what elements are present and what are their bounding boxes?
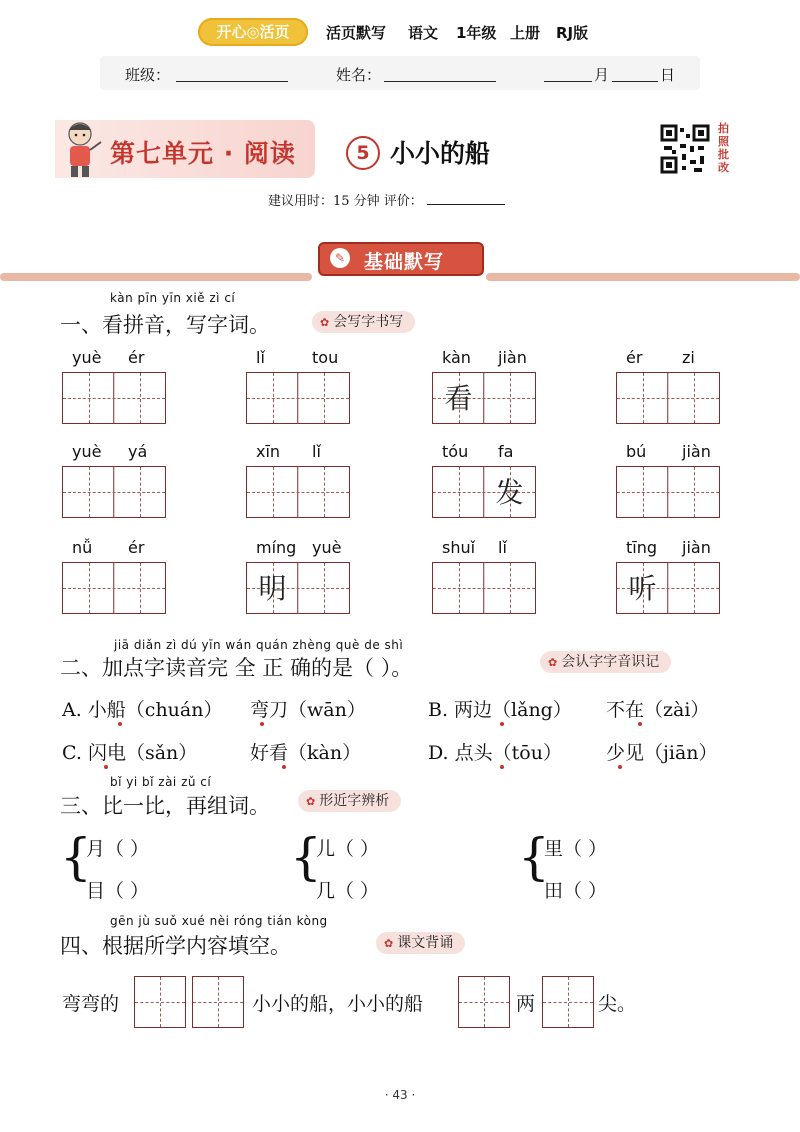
q1-title: 一、看拼音，写字词。 [60, 313, 270, 337]
writing-grid[interactable] [616, 562, 720, 614]
hint-character [298, 563, 349, 613]
writing-grid[interactable] [62, 372, 166, 424]
day-field[interactable] [612, 81, 658, 82]
word-pinyin: tóu [442, 442, 469, 461]
section-title: 基础默写 [364, 251, 445, 273]
option-c-extra: 好看（kàn） [250, 742, 362, 764]
hint-character [63, 563, 114, 613]
brand-logo: 开心◎活页 [198, 18, 308, 46]
name-field[interactable] [384, 81, 496, 82]
emphasis-dot [282, 765, 286, 769]
hint-character [617, 373, 668, 423]
word-pinyin: kàn [442, 348, 471, 367]
section-divider-right [486, 273, 800, 281]
brace-icon: { [290, 828, 322, 886]
class-label: 班级： [125, 66, 171, 84]
fill-box[interactable] [192, 976, 244, 1028]
hint-character [298, 373, 349, 423]
student-info-bar [100, 56, 700, 90]
brace-icon: { [518, 828, 550, 886]
month-label: 月 [594, 66, 610, 84]
word-pinyin: tīng [626, 538, 658, 557]
word-pinyin: lǐ [498, 538, 507, 557]
mascot-icon [60, 118, 104, 180]
compare-item[interactable]: 几（ ） [316, 880, 380, 902]
hint-character [668, 373, 719, 423]
emphasis-dot [500, 722, 504, 726]
word-pinyin: bú [626, 442, 647, 461]
option-d-extra: 少见（jiān） [606, 742, 718, 764]
volume-label: 上册 [510, 24, 541, 42]
fill-box[interactable] [134, 976, 186, 1028]
q3-tag: ✿ 形近字辨析 [298, 790, 401, 812]
word-pinyin: xīn [256, 442, 281, 461]
q4-tag: ✿ 课文背诵 [376, 932, 465, 954]
compare-item[interactable]: 里（ ） [544, 838, 608, 860]
hint-character [617, 467, 668, 517]
q3-title: 三、比一比，再组词。 [60, 794, 270, 818]
hint-character [63, 373, 114, 423]
word-pinyin: jiàn [498, 348, 527, 367]
word-pinyin: yuè [72, 348, 102, 367]
q2-tag: ✿ 会认字字音识记 [540, 651, 671, 673]
fill-text: 尖。 [598, 993, 637, 1015]
emphasis-dot [104, 765, 108, 769]
writing-grid[interactable] [432, 562, 536, 614]
photo-grading-note: 拍照批改 [718, 122, 729, 174]
q2-pinyin: jiā diǎn zì dú yīn wán quán zhèng què de shì [114, 638, 404, 652]
word-pinyin: lǐ [256, 348, 265, 367]
word-pinyin: ér [128, 538, 145, 557]
word-pinyin: fa [498, 442, 514, 461]
q3-pinyin: bǐ yi bǐ zài zǔ cí [110, 775, 212, 789]
q4-title: 四、根据所学内容填空。 [60, 934, 291, 958]
word-pinyin: yá [128, 442, 148, 461]
hint-character: 明 [258, 572, 287, 605]
emphasis-dot [500, 765, 504, 769]
edition-label: RJ版 [556, 24, 589, 42]
hint-character [298, 467, 349, 517]
hint-character [247, 373, 298, 423]
hint-character [433, 563, 484, 613]
fill-text: 小小的船，小小的船 [252, 993, 424, 1015]
fill-text: 两 [516, 993, 536, 1015]
compare-item[interactable]: 儿（ ） [316, 838, 380, 860]
hint-character [63, 467, 114, 517]
name-label: 姓名： [336, 66, 382, 84]
compare-item[interactable]: 目（ ） [86, 880, 150, 902]
hint-character [668, 467, 719, 517]
hint-character [114, 373, 165, 423]
emphasis-dot [618, 765, 622, 769]
writing-grid[interactable] [62, 562, 166, 614]
hint-character: 看 [444, 382, 473, 415]
q1-pinyin: kàn pīn yīn xiě zì cí [110, 291, 236, 305]
hint-character [247, 467, 298, 517]
page-number: · 43 · [384, 1088, 416, 1102]
hint-character: 听 [628, 572, 657, 605]
option-a[interactable]: A. 小船（chuán） [62, 699, 223, 721]
writing-grid[interactable] [616, 372, 720, 424]
month-field[interactable] [544, 81, 592, 82]
lesson-title: 小小的船 [390, 139, 491, 168]
compare-item[interactable]: 月（ ） [86, 838, 150, 860]
hint-character [433, 467, 484, 517]
compare-item[interactable]: 田（ ） [544, 880, 608, 902]
emphasis-dot [638, 722, 642, 726]
pencil-icon: ✎ [330, 248, 350, 268]
subject-label: 语文 [408, 24, 439, 42]
hint-character [114, 467, 165, 517]
option-a-extra: 弯刀（wān） [250, 699, 366, 721]
emphasis-dot [260, 722, 264, 726]
writing-grid[interactable] [246, 372, 350, 424]
fill-text: 弯弯的 [62, 993, 120, 1015]
option-b-extra: 不在（zài） [606, 699, 710, 721]
option-c[interactable]: C. 闪电（sǎn） [62, 742, 198, 764]
writing-grid[interactable] [246, 562, 350, 614]
hint-character [484, 563, 535, 613]
word-pinyin: yuè [72, 442, 102, 461]
q2-title: 二、加点字读音完 全 正 确的是（ ）。 [60, 656, 413, 680]
hint-character [114, 563, 165, 613]
brace-icon: { [60, 828, 92, 886]
word-pinyin: lǐ [312, 442, 321, 461]
section-divider-left [0, 273, 312, 281]
word-pinyin: nǚ [72, 538, 93, 557]
lesson-number: 5 [346, 136, 380, 170]
word-pinyin: jiàn [682, 442, 711, 461]
word-pinyin: míng [256, 538, 297, 557]
word-pinyin: shuǐ [442, 538, 476, 557]
word-pinyin: zi [682, 348, 695, 367]
hint-character: 发 [495, 476, 524, 509]
fill-box[interactable] [458, 976, 510, 1028]
word-pinyin: jiàn [682, 538, 711, 557]
writing-grid[interactable] [616, 466, 720, 518]
series-label: 活页默写 [326, 24, 387, 42]
class-field[interactable] [176, 81, 288, 82]
word-pinyin: tou [312, 348, 339, 367]
q4-pinyin: gēn jù suǒ xué nèi róng tián kòng [110, 914, 328, 928]
grade-label: 1年级 [456, 24, 497, 42]
option-b[interactable]: B. 两边（lǎng） [428, 699, 572, 721]
writing-grid[interactable] [432, 372, 536, 424]
word-pinyin: ér [626, 348, 643, 367]
hint-character [668, 563, 719, 613]
hint-character [484, 373, 535, 423]
option-d[interactable]: D. 点头（tōu） [428, 742, 562, 764]
suggested-time: 建议用时：15 分钟 评价： [268, 190, 505, 209]
section-badge [318, 242, 484, 276]
q1-tag: ✿ 会写字书写 [312, 311, 415, 333]
unit-title: 第七单元 · 阅读 [110, 139, 296, 168]
writing-grid[interactable] [246, 466, 350, 518]
word-pinyin: ér [128, 348, 145, 367]
fill-box[interactable] [542, 976, 594, 1028]
emphasis-dot [118, 722, 122, 726]
qr-code-icon[interactable] [660, 124, 710, 174]
day-label: 日 [660, 66, 676, 84]
writing-grid[interactable] [62, 466, 166, 518]
writing-grid[interactable] [432, 466, 536, 518]
word-pinyin: yuè [312, 538, 342, 557]
